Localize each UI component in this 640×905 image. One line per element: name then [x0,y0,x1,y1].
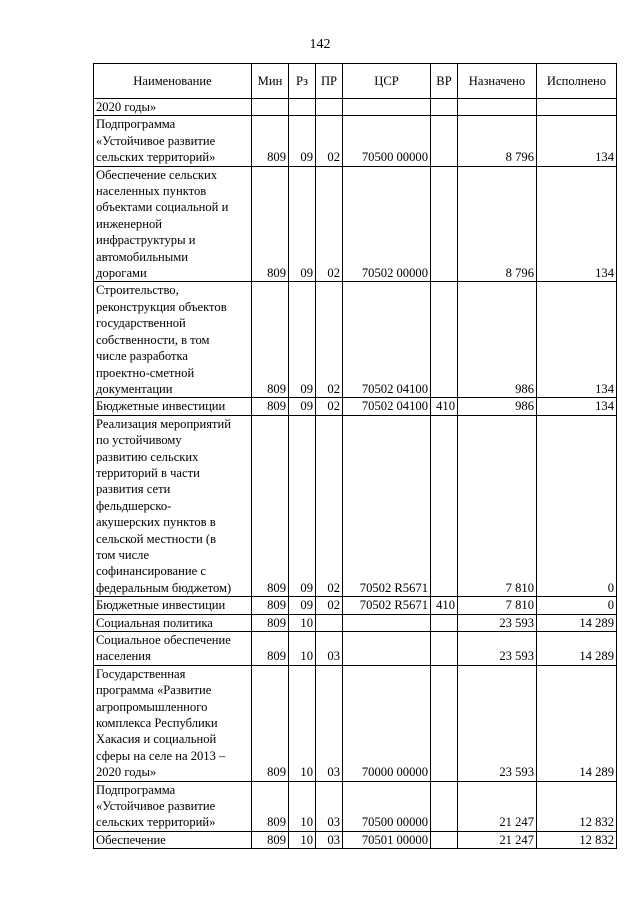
row-csr [343,632,431,666]
table-row [94,166,617,282]
table-row [94,665,617,781]
table-row [94,597,617,614]
row-vr [431,166,458,282]
row-name: Бюджетные инвестиции [94,597,252,614]
row-min: 809 [252,116,289,166]
row-name: Обеспечение [94,831,252,848]
row-assigned: 23 593 [458,614,537,631]
row-assigned [458,99,537,116]
row-pr: 03 [316,781,343,831]
row-name: 2020 годы» [94,99,252,116]
row-vr [431,614,458,631]
row-min [252,99,289,116]
row-vr [431,415,458,596]
row-csr: 70502 R5671 [343,597,431,614]
row-csr: 70500 00000 [343,781,431,831]
row-min: 809 [252,415,289,596]
row-csr: 70502 00000 [343,166,431,282]
row-rz: 09 [289,597,316,614]
row-csr: 70502 04100 [343,398,431,415]
row-pr: 03 [316,632,343,666]
row-pr [316,614,343,631]
header-executed: Исполнено [537,64,617,99]
row-pr: 03 [316,831,343,848]
row-min: 809 [252,831,289,848]
table-row [94,781,617,831]
row-pr: 02 [316,282,343,398]
row-vr [431,282,458,398]
row-csr: 70000 00000 [343,665,431,781]
row-executed: 0 [537,415,617,596]
row-executed: 134 [537,166,617,282]
row-pr [316,99,343,116]
row-rz [289,99,316,116]
row-csr: 70501 00000 [343,831,431,848]
row-pr: 02 [316,415,343,596]
row-executed: 0 [537,597,617,614]
row-min: 809 [252,398,289,415]
budget-table [93,63,617,849]
row-csr: 70500 00000 [343,116,431,166]
row-name: Социальная политика [94,614,252,631]
header-rz: Рз [289,64,316,99]
row-executed: 14 289 [537,665,617,781]
row-rz: 10 [289,781,316,831]
row-executed: 12 832 [537,781,617,831]
row-min: 809 [252,614,289,631]
row-executed: 12 832 [537,831,617,848]
table-row [94,632,617,666]
row-assigned: 8 796 [458,116,537,166]
row-min: 809 [252,597,289,614]
table-row [94,116,617,166]
row-min: 809 [252,282,289,398]
row-name: Строительство, реконструкция объектов государственной собственности, в том числе разработка проектно-сметной документации [94,282,252,398]
row-assigned: 23 593 [458,665,537,781]
row-min: 809 [252,781,289,831]
table-row [94,614,617,631]
row-name: Бюджетные инвестиции [94,398,252,415]
row-name: Подпрограмма «Устойчивое развитие сельских территорий» [94,116,252,166]
row-csr: 70502 04100 [343,282,431,398]
row-rz: 10 [289,632,316,666]
header-pr: ПР [316,64,343,99]
row-name: Государственная программа «Развитие агропромышленного комплекса Республики Хакасия и социальной сферы на селе на 2013 – 2020 годы» [94,665,252,781]
row-csr: 70502 R5671 [343,415,431,596]
row-assigned: 7 810 [458,415,537,596]
row-pr: 02 [316,597,343,614]
row-min: 809 [252,632,289,666]
header-assigned: Назначено [458,64,537,99]
row-name: Реализация мероприятий по устойчивому развитию сельских территорий в части развития сети фельдшерско- акушерских пунктов в сельской местности (в том числе софинансирование с федеральным бюджетом) [94,415,252,596]
row-vr [431,116,458,166]
row-name: Социальное обеспечение населения [94,632,252,666]
row-assigned: 23 593 [458,632,537,666]
row-executed: 14 289 [537,632,617,666]
row-pr: 02 [316,398,343,415]
table-row [94,99,617,116]
page-number: 142 [309,37,331,52]
row-vr: 410 [431,597,458,614]
header-vr: ВР [431,64,458,99]
row-min: 809 [252,166,289,282]
row-rz: 09 [289,415,316,596]
table-row [94,398,617,415]
row-assigned: 7 810 [458,597,537,614]
table-header-row [94,64,617,99]
row-rz: 10 [289,614,316,631]
row-vr [431,99,458,116]
row-csr [343,99,431,116]
header-name: Наименование [94,64,252,99]
row-rz: 10 [289,665,316,781]
row-executed: 134 [537,116,617,166]
row-assigned: 8 796 [458,166,537,282]
table-row [94,831,617,848]
row-name: Подпрограмма «Устойчивое развитие сельских территорий» [94,781,252,831]
row-assigned: 986 [458,282,537,398]
header-csr: ЦСР [343,64,431,99]
row-min: 809 [252,665,289,781]
row-rz: 09 [289,116,316,166]
row-vr [431,781,458,831]
row-pr: 03 [316,665,343,781]
row-vr [431,665,458,781]
row-assigned: 986 [458,398,537,415]
row-rz: 10 [289,831,316,848]
row-csr [343,614,431,631]
row-rz: 09 [289,398,316,415]
row-executed: 14 289 [537,614,617,631]
table-row [94,415,617,596]
row-rz: 09 [289,166,316,282]
row-vr [431,632,458,666]
row-vr [431,831,458,848]
row-pr: 02 [316,166,343,282]
row-rz: 09 [289,282,316,398]
header-min: Мин [252,64,289,99]
row-vr: 410 [431,398,458,415]
row-assigned: 21 247 [458,781,537,831]
row-executed [537,99,617,116]
row-name: Обеспечение сельских населенных пунктов объектами социальной и инженерной инфраструктуры и автомобильными дорогами [94,166,252,282]
row-pr: 02 [316,116,343,166]
row-executed: 134 [537,282,617,398]
row-assigned: 21 247 [458,831,537,848]
row-executed: 134 [537,398,617,415]
table-row [94,282,617,398]
